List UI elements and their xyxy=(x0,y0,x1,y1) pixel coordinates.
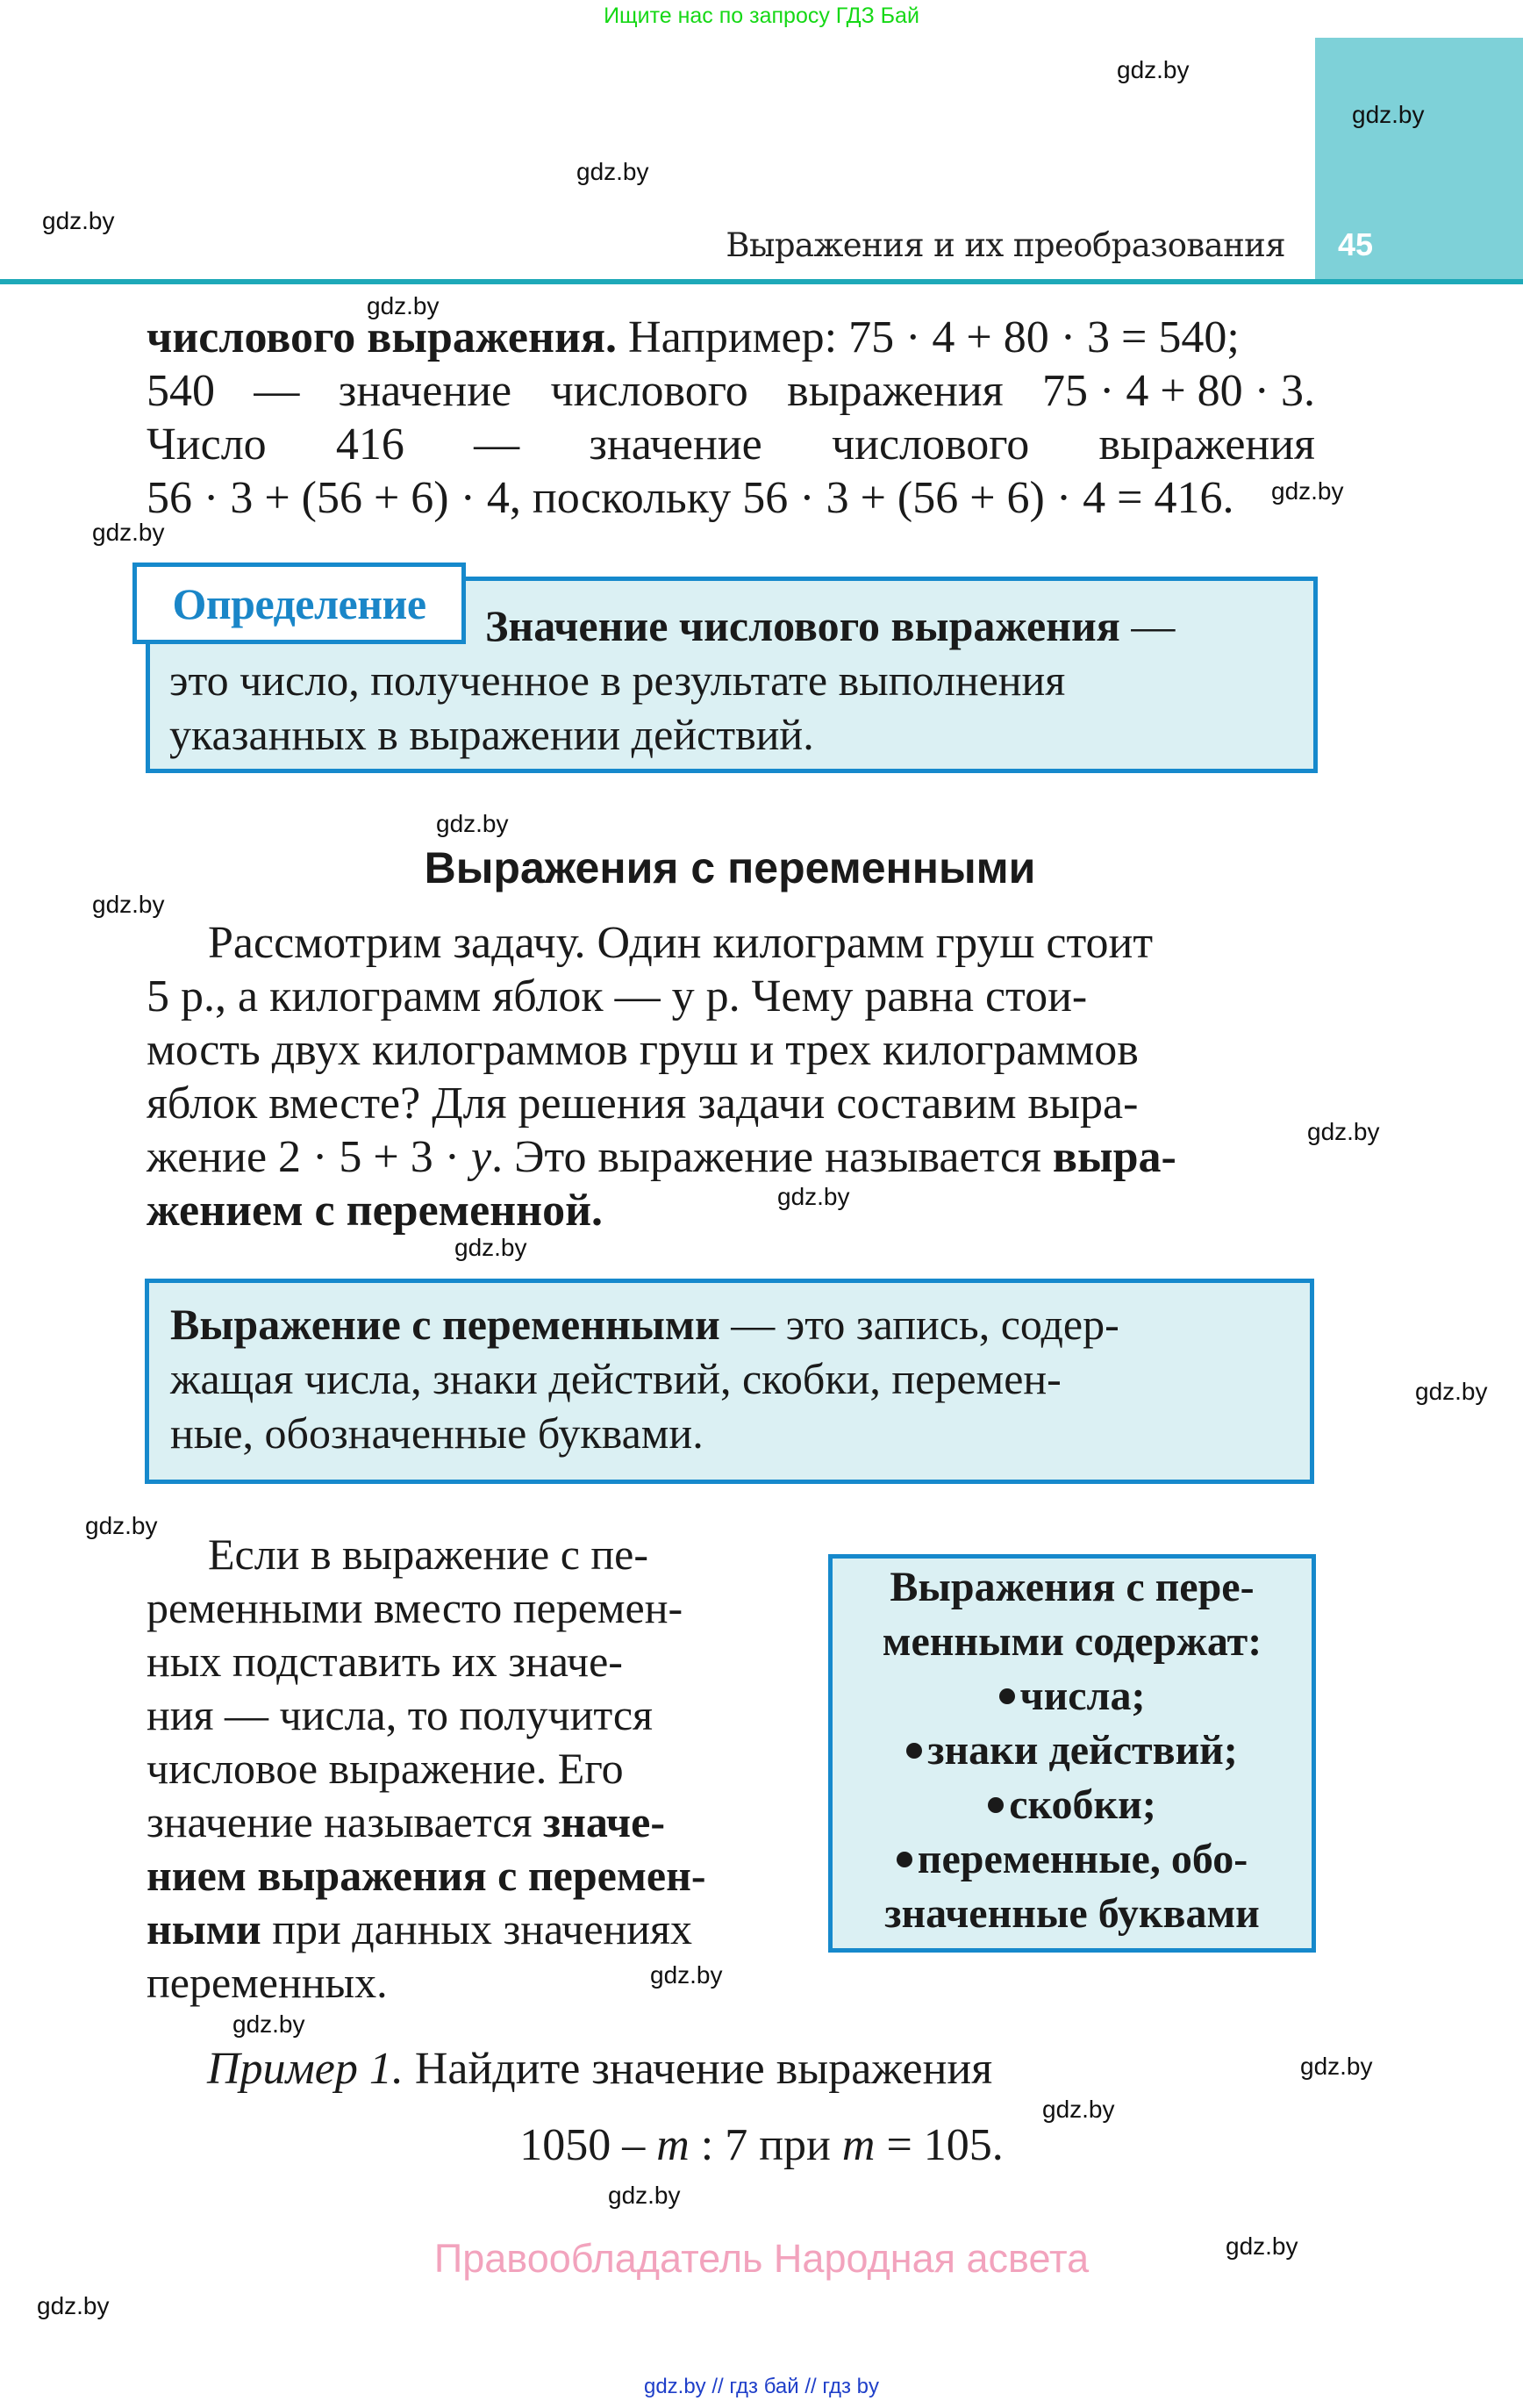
definition-line-1 xyxy=(169,593,1292,653)
sub-line-9: переменных. xyxy=(147,1958,388,2007)
item-text: числа; xyxy=(1019,1673,1146,1719)
para-line-5 xyxy=(147,1130,1315,1184)
text: жение 2 · 5 + 3 · xyxy=(147,1132,472,1182)
watermark: gdz.by xyxy=(454,1234,527,1261)
word: значение xyxy=(589,419,762,469)
footer-links[interactable]: gdz.by // гдз бай // гдз by xyxy=(643,2375,880,2398)
example-1 xyxy=(207,2043,992,2095)
word: Число xyxy=(147,419,267,469)
example-formula xyxy=(0,2119,1523,2171)
intro-line-3 xyxy=(147,418,1315,471)
para-line-2: 5 р., а килограмм яблок — y р. Чему равна стои- xyxy=(147,971,1088,1021)
definition-term: Значение числового выражения xyxy=(485,601,1120,650)
bold-term: жением с переменной. xyxy=(147,1186,604,1236)
watermark: gdz.by xyxy=(92,891,165,918)
watermark: gdz.by xyxy=(1226,2232,1298,2260)
para-line-4: яблок вместе? Для решения задачи составим выра- xyxy=(147,1079,1139,1129)
contains-item xyxy=(833,1669,1312,1724)
intro-line-1 xyxy=(147,311,1315,364)
definition-line-3: указанных в выражении действий. xyxy=(169,710,814,759)
sub-line-6 xyxy=(147,1795,785,1849)
word: значение xyxy=(338,366,512,416)
bold-term: нием выражения с перемен- xyxy=(147,1851,706,1900)
watermark: gdz.by xyxy=(85,1512,158,1539)
bold-term: числового выражения. xyxy=(147,312,618,362)
bold-term: ными xyxy=(147,1904,261,1953)
contains-box-text xyxy=(833,1560,1312,1941)
intro-paragraph xyxy=(147,311,1315,525)
box2-line-2: жащая числа, знаки действий, скобки, перемен- xyxy=(170,1354,1062,1403)
section-heading: Выражения с переменными xyxy=(424,843,1036,892)
watermark: gdz.by xyxy=(42,207,115,234)
contains-item xyxy=(833,1724,1312,1778)
sub-line-7 xyxy=(147,1849,785,1903)
box2-line-3: ные, обозначенные буквами. xyxy=(170,1408,704,1458)
word: числового xyxy=(832,419,1030,469)
definition-text xyxy=(169,593,1292,762)
word: выражения xyxy=(1098,419,1315,469)
word: — xyxy=(474,419,520,469)
para-line-3: мость двух килограммов груш и трех килограммов xyxy=(147,1025,1139,1075)
contains-item xyxy=(833,1778,1312,1832)
watermark: gdz.by xyxy=(1415,1378,1488,1405)
bullet-icon xyxy=(999,1688,1015,1704)
watermark: gdz.by xyxy=(1300,2053,1373,2080)
definition-label: Определение xyxy=(132,563,466,644)
watermark: gdz.by xyxy=(232,2010,305,2038)
word: 416 xyxy=(335,419,404,469)
watermark: gdz.by xyxy=(777,1183,850,1210)
watermark: gdz.by xyxy=(608,2182,681,2209)
sub-line-1: Если в выражение с пе- xyxy=(208,1530,649,1579)
contains-item-cont: значенные буквами xyxy=(884,1890,1260,1937)
page-number: 45 xyxy=(1338,226,1374,262)
text: — это запись, содер- xyxy=(719,1300,1119,1349)
variable: y xyxy=(471,1132,492,1182)
watermark: gdz.by xyxy=(1271,477,1344,505)
word: 75 · 4 + 80 · 3. xyxy=(1042,366,1315,416)
sub-line-4: ния — числа, то получится xyxy=(147,1690,654,1739)
watermark: gdz.by xyxy=(367,292,440,319)
contains-item xyxy=(833,1832,1312,1887)
substitution-paragraph xyxy=(147,1528,785,2010)
sub-line-2: ременными вместо перемен- xyxy=(147,1583,683,1632)
bold-term: выра- xyxy=(1052,1132,1176,1182)
watermark: gdz.by xyxy=(650,1961,723,1989)
watermark: gdz.by xyxy=(1352,101,1425,128)
para-line-6 xyxy=(147,1184,1315,1237)
copyright-notice: Правообладатель Народная асвета xyxy=(433,2236,1090,2281)
section-paragraph xyxy=(147,916,1315,1237)
text: при данных значениях xyxy=(261,1904,693,1953)
dash: — xyxy=(1119,601,1176,650)
item-text: переменные, обо- xyxy=(917,1836,1248,1882)
text: : 7 при xyxy=(689,2120,842,2170)
box2-line-1 xyxy=(170,1297,1291,1351)
example-label: Пример 1. xyxy=(207,2044,404,2094)
sub-line-3: ных подставить их значе- xyxy=(147,1637,623,1686)
bullet-icon xyxy=(897,1852,912,1867)
variable: m xyxy=(841,2120,876,2170)
text: 1050 – xyxy=(519,2120,657,2170)
word: числового xyxy=(550,366,748,416)
variable-expression-text xyxy=(170,1297,1291,1460)
contains-title-1: Выражения с пере- xyxy=(890,1564,1255,1610)
watermark: gdz.by xyxy=(436,810,509,837)
definition-line-2: это число, полученное в результате выполнения xyxy=(169,656,1066,705)
header-divider xyxy=(0,279,1523,284)
top-banner[interactable]: Ищите нас по запросу ГДЗ Бай xyxy=(604,4,919,28)
contains-title-2: менными содержат: xyxy=(882,1618,1262,1665)
sub-line-8 xyxy=(147,1903,785,1956)
watermark: gdz.by xyxy=(1117,56,1190,83)
bullet-icon xyxy=(988,1797,1004,1813)
word: выражения xyxy=(787,366,1004,416)
item-text: знаки действий; xyxy=(927,1727,1238,1774)
watermark: gdz.by xyxy=(92,519,165,546)
sub-line-5: числовое выражение. Его xyxy=(147,1744,624,1793)
bold-term: Выражение с переменными xyxy=(170,1300,720,1349)
intro-line-4: 56 · 3 + (56 + 6) · 4, поскольку 56 · 3 + (56 + 6) · 4 = 416. xyxy=(147,473,1234,523)
word: 540 xyxy=(147,366,215,416)
bullet-icon xyxy=(906,1743,922,1759)
item-text: скобки; xyxy=(1009,1781,1156,1828)
watermark: gdz.by xyxy=(37,2292,110,2319)
text: = 105. xyxy=(875,2120,1004,2170)
watermark: gdz.by xyxy=(1307,1118,1380,1145)
text: Например: 75 · 4 + 80 · 3 = 540; xyxy=(617,312,1240,362)
variable: m xyxy=(656,2120,690,2170)
text: значение называется xyxy=(147,1797,544,1846)
word: — xyxy=(254,366,300,416)
running-header-title: Выражения и их преобразования xyxy=(726,226,1285,264)
para-line-1: Рассмотрим задачу. Один килограмм груш стоит xyxy=(208,918,1154,968)
text: . Это выражение называется xyxy=(491,1132,1053,1182)
watermark: gdz.by xyxy=(576,158,649,185)
watermark: gdz.by xyxy=(1042,2096,1115,2123)
bold-term: значе- xyxy=(543,1797,665,1846)
intro-line-2 xyxy=(147,364,1315,418)
example-text: Найдите значение выражения xyxy=(403,2044,993,2094)
